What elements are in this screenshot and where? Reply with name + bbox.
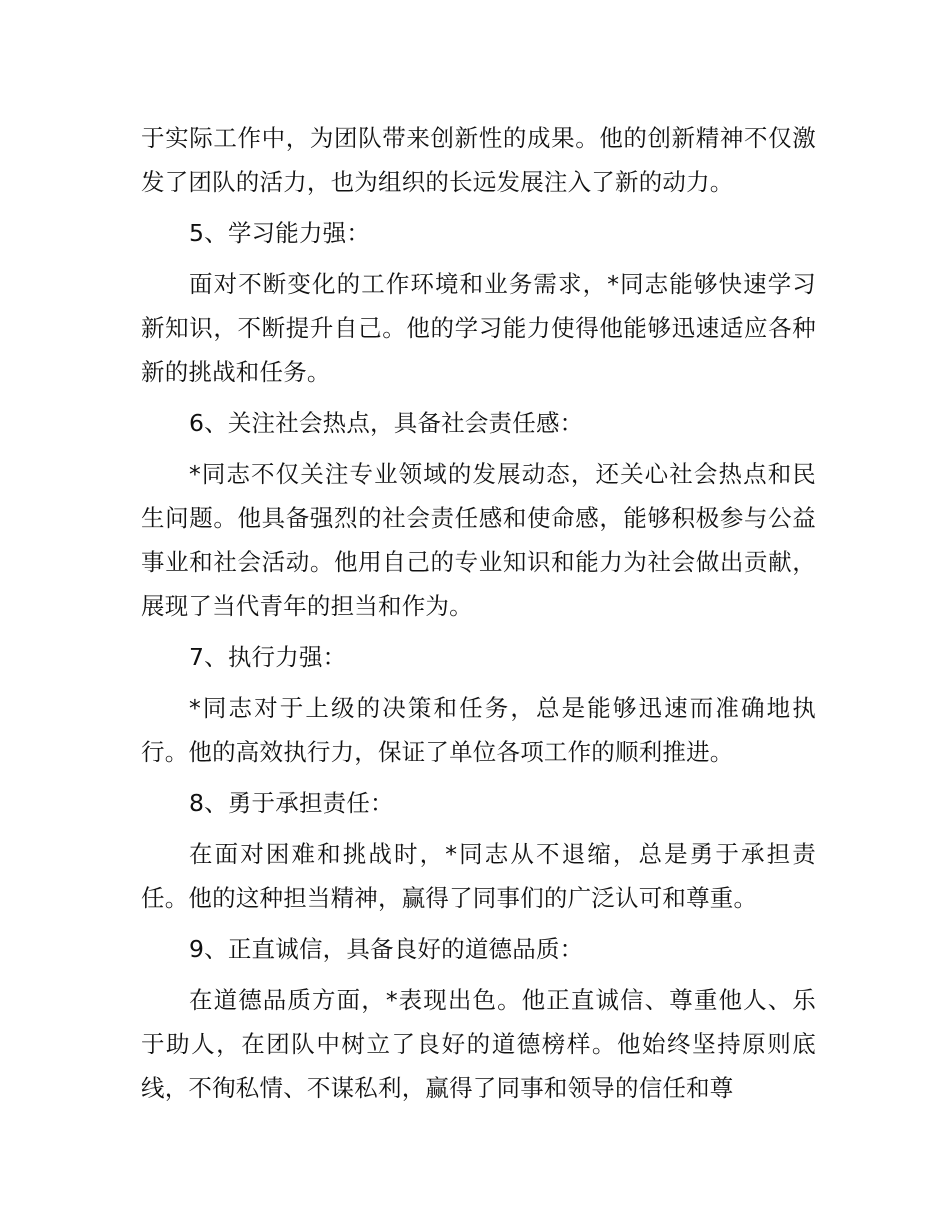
paragraph-learning: 面对不断变化的工作环境和业务需求，*同志能够快速学习新知识，不断提升自己。他的学习能力使得他能够迅速适应各种新的挑战和任务。 <box>141 270 816 386</box>
paragraph-integrity: 在道德品质方面，*表现出色。他正直诚信、尊重他人、乐于助人，在团队中树立了良好的道德榜样。他始终坚持原则底线，不徇私情、不谋私利，赢得了同事和领导的信任和尊 <box>141 986 816 1102</box>
document-body <box>141 116 816 1117</box>
section-heading-9: 9、正直诚信，具备良好的道德品质： <box>189 935 584 963</box>
section-heading-8: 8、勇于承担责任： <box>189 789 394 817</box>
paragraph-execution: *同志对于上级的决策和任务，总是能够迅速而准确地执行。他的高效执行力，保证了单位各项工作的顺利推进。 <box>141 694 816 766</box>
section-heading-7: 7、执行力强： <box>189 643 347 671</box>
paragraph-continued: 于实际工作中，为团队带来创新性的成果。他的创新精神不仅激发了团队的活力，也为组织的长远发展注入了新的动力。 <box>141 124 816 196</box>
section-heading-5: 5、学习能力强： <box>189 219 371 247</box>
paragraph-social-responsibility: *同志不仅关注专业领域的发展动态，还关心社会热点和民生问题。他具备强烈的社会责任感和使命感，能够积极参与公益事业和社会活动。他用自己的专业知识和能力为社会做出贡献，展现了当代青年的担当和作为。 <box>141 460 816 620</box>
section-heading-6: 6、关注社会热点，具备社会责任感： <box>189 409 584 437</box>
paragraph-responsibility: 在面对困难和挑战时，*同志从不退缩，总是勇于承担责任。他的这种担当精神，赢得了同事们的广泛认可和尊重。 <box>141 840 816 912</box>
